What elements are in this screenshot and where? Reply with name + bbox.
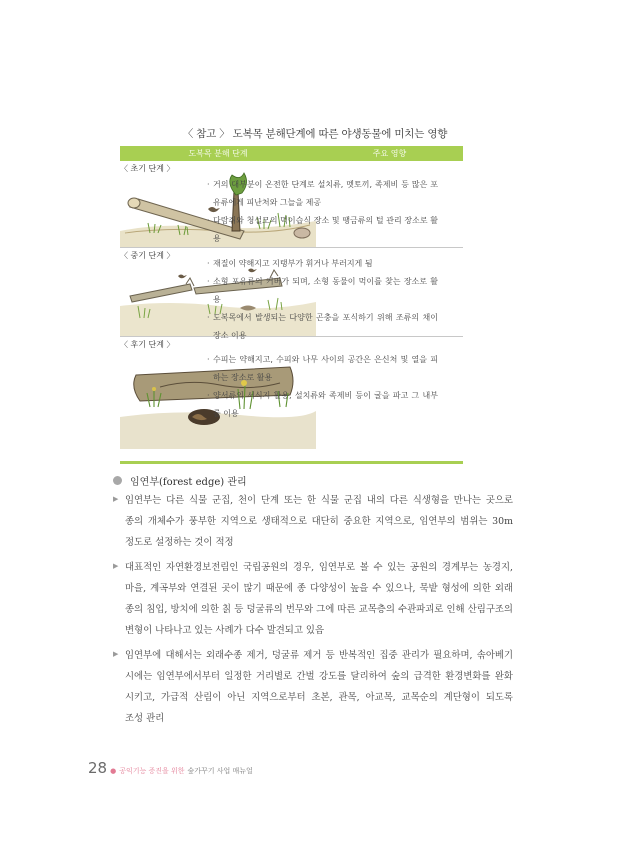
paragraph-line: 임연부에 대해서는 외래수종 제거, 덩굴류 제거 등 반복적인 집중 관리가 필요하며, 솎아베기 [125, 650, 513, 661]
stage-label-middle: 〈 중기 단계 〉 [120, 251, 175, 260]
table-header [120, 146, 463, 161]
triangle-bullet-icon: ▶ [113, 650, 119, 658]
list-item [113, 647, 513, 731]
header-stage: 도복목 분해 단계 [188, 149, 248, 158]
effect-text: 양서류의 서식지 활용, 설치류와 족제비 등이 굴을 파고 그 내부를 이용 [213, 391, 438, 418]
effect-text: 다람쥐와 청설모의 먹이습식 장소 및 땡금류의 털 관리 장소로 활용 [213, 216, 438, 243]
triangle-bullet-icon: ▶ [113, 495, 119, 503]
effect-text: 도복목에서 발생되는 다양한 곤충을 포식하기 위해 조류의 채이장소 이용 [213, 313, 438, 340]
paragraph-line: 변형이 나타나고 있는 사례가 다수 발견되고 있음 [125, 625, 325, 636]
stage-label-late: 〈 후기 단계 〉 [120, 340, 175, 349]
paragraph-line: 종의 침입, 방치에 의한 칡 등 덩굴류의 번무와 그에 따른 교목층의 수관파괴로 인해 산림구조의 [125, 604, 513, 615]
bullet-circle-icon [113, 476, 122, 485]
paragraph-line: 시에는 임연부에서부터 일정한 거리별로 간벌 강도를 달리하여 숲의 급격한 환경변화를 완화 [125, 671, 513, 682]
paragraph-line: 조성 관리 [125, 713, 165, 724]
section-heading [113, 472, 513, 488]
paragraph-line: 종의 개체수가 풍부한 지역으로 생태적으로 대단히 중요한 지역으로, 임연부의 범위는 30m [125, 516, 513, 527]
effect-text: 수피는 약해지고, 수피와 나무 사이의 공간은 은신처 및 열을 피하는 장소로 활용 [213, 355, 438, 382]
list-item [113, 559, 513, 643]
paragraph-line: 마을, 계곡부와 연결된 곳이 많기 때문에 종 다양성이 높을 수 있으나, 묵밭 형성에 의한 외래 [125, 583, 513, 594]
footer-dot-icon: ● [110, 767, 117, 775]
effects-late: · 수피는 약해지고, 수피와 나무 사이의 공간은 은신처 및 열을 피하는 장소로 활용 · 양서류의 서식지 활용, 설치류와 족제비 등이 굴을 파고 그 내부를 이용 [207, 351, 438, 423]
effect-text: 소형 포유류의 커버가 되며, 소형 동물이 먹이를 찾는 장소로 활용 [213, 277, 438, 304]
footer-title-rest: 숲가꾸기 사업 매뉴얼 [187, 767, 253, 775]
page-footer [88, 759, 253, 777]
table-bottom-rule [120, 461, 463, 464]
table-title: 〈 참고 〉 도복목 분해단계에 따른 야생동물에 미치는 영향 [182, 128, 448, 140]
header-effects: 주요 영향 [372, 149, 407, 158]
paragraph-line: 임연부는 다른 식물 군집, 천이 단계 또는 한 식물 군집 내의 다른 식생형을 만나는 곳으로 [125, 495, 513, 506]
effect-text: 거의 대부분이 온전한 단계로 설치류, 멧토끼, 족제비 등 많은 포유류에게 피난처와 그늘을 제공 [213, 180, 438, 207]
triangle-bullet-icon: ▶ [113, 562, 119, 570]
page-number: 28 [88, 759, 108, 777]
paragraph-line: 시키고, 가급적 산림이 아닌 지역으로부터 초본, 관목, 아교목, 교목순의 계단형이 되도록 [125, 692, 513, 703]
effects-early: · 거의 대부분이 온전한 단계로 설치류, 멧토끼, 족제비 등 많은 포유류에게 피난처와 그늘을 제공 · 다람쥐와 청설모의 먹이습식 장소 및 땡금류의 털 관리 장소로 활용 [207, 176, 438, 248]
effect-text: 재질이 약해지고 지탱부가 휘거나 부러지게 됨 [213, 259, 373, 268]
paragraph-line: 정도로 설정하는 것이 적정 [125, 537, 234, 548]
list-item [113, 492, 513, 555]
effects-middle: · 재질이 약해지고 지탱부가 휘거나 부러지게 됨 · 소형 포유류의 커버가 되며, 소형 동물이 먹이를 찾는 장소로 활용 · 도복목에서 발생되는 다양한 곤충을 포식하기 위해 조류의 채이장소 이용 [207, 255, 438, 345]
footer-title-colored: 공익기능 증진을 위한 [119, 767, 185, 775]
forest-edge-section [113, 472, 513, 731]
section-heading-text: 임연부(forest edge) 관리 [130, 476, 247, 488]
stage-label-early: 〈 초기 단계 〉 [120, 164, 175, 173]
paragraph-line: 대표적인 자연환경보전림인 국립공원의 경우, 임연부로 볼 수 있는 공원의 경계부는 농경지, [125, 562, 513, 573]
